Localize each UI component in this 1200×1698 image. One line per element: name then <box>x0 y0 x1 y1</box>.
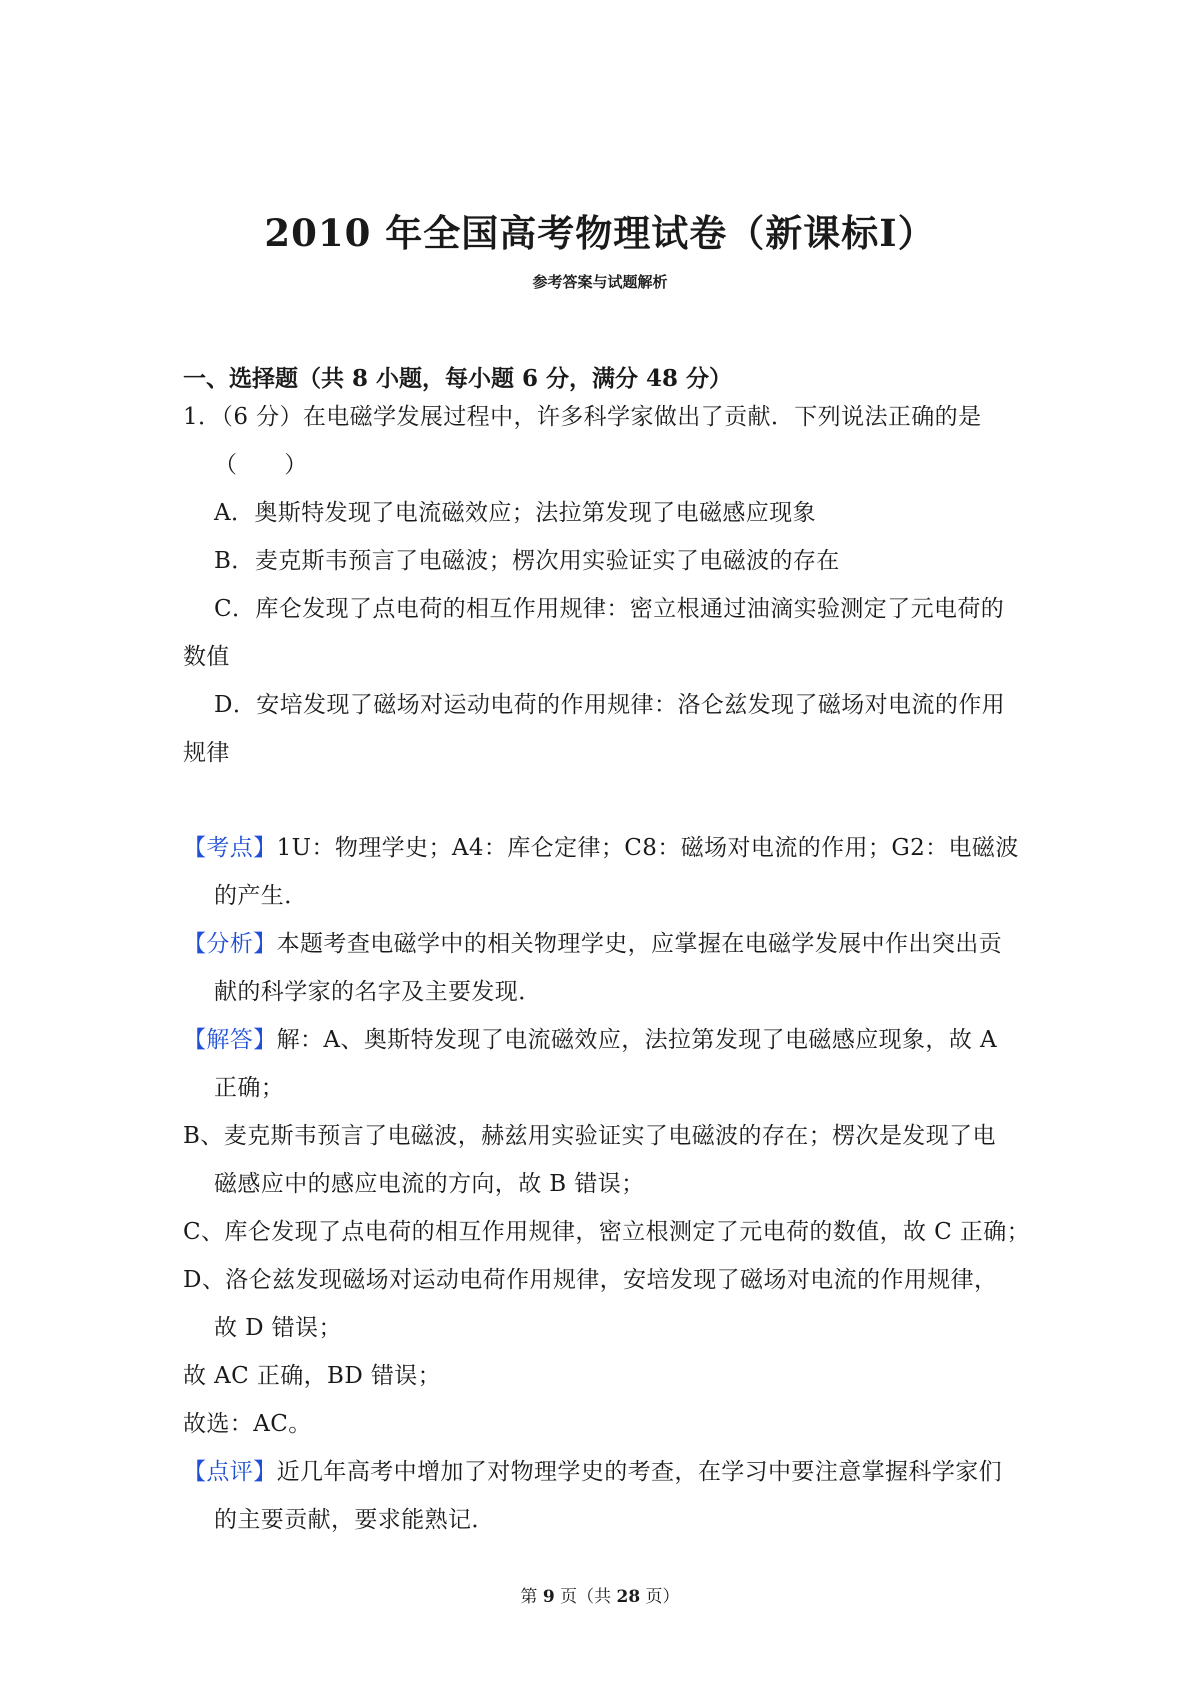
option-a: A．奥斯特发现了电流磁效应；法拉第发现了电磁感应现象 <box>214 500 817 526</box>
question-stem-line2: （ ） <box>214 452 308 478</box>
fenxi-line1 <box>183 928 1002 960</box>
dianping-text: 近几年高考中增加了对物理学史的考查，在学习中要注意掌握科学家们 <box>276 1459 1003 1485</box>
question-stem-line1: 1．（6 分）在电磁学发展过程中，许多科学家做出了贡献．下列说法正确的是 <box>183 404 982 430</box>
jieda-line1 <box>183 1024 997 1056</box>
fenxi-text: 本题考查电磁学中的相关物理学史，应掌握在电磁学发展中作出突出贡 <box>276 931 1003 957</box>
fenxi-tag: 【分析】 <box>183 931 277 957</box>
kaodian-text: 1U：物理学史；A4：库仑定律；C8：磁场对电流的作用；G2：电磁波 <box>276 835 1019 861</box>
fenxi-line2: 献的科学家的名字及主要发现． <box>214 979 542 1005</box>
jieda-line2: 正确； <box>214 1075 285 1101</box>
kaodian-tag: 【考点】 <box>183 835 277 861</box>
page-footer: 第 9 页（共 28 页） <box>520 1587 680 1607</box>
option-c-line1: C．库仑发现了点电荷的相互作用规律：密立根通过油滴实验测定了元电荷的 <box>214 596 1005 622</box>
jieda-summary: 故 AC 正确，BD 错误； <box>183 1363 442 1389</box>
page-total: 28 <box>616 1587 641 1607</box>
dianping-line1 <box>183 1456 1002 1488</box>
jieda-choice: 故选：AC。 <box>183 1411 312 1437</box>
option-b: B．麦克斯韦预言了电磁波；楞次用实验证实了电磁波的存在 <box>214 548 840 574</box>
jieda-text: 解：A、奥斯特发现了电流磁效应，法拉第发现了电磁感应现象，故 A <box>276 1027 997 1053</box>
kaodian-line1 <box>183 832 1019 864</box>
jieda-b-line2: 磁感应中的感应电流的方向，故 B 错误； <box>214 1171 645 1197</box>
jieda-tag: 【解答】 <box>183 1027 277 1053</box>
kaodian-line2: 的产生． <box>214 883 308 909</box>
page-subtitle: 参考答案与试题解析 <box>532 273 668 291</box>
jieda-b-line1: B、麦克斯韦预言了电磁波，赫兹用实验证实了电磁波的存在；楞次是发现了电 <box>183 1123 996 1149</box>
jieda-d-line1: D、洛仑兹发现磁场对运动电荷作用规律，安培发现了磁场对电流的作用规律， <box>183 1267 998 1293</box>
option-d-line1: D．安培发现了磁场对运动电荷的作用规律：洛仑兹发现了磁场对电流的作用 <box>214 692 1006 718</box>
jieda-c-line: C、库仑发现了点电荷的相互作用规律，密立根测定了元电荷的数值，故 C 正确； <box>183 1219 1031 1245</box>
option-d-line2: 规律 <box>183 740 230 766</box>
dianping-line2: 的主要贡献，要求能熟记． <box>214 1507 495 1533</box>
jieda-d-line2: 故 D 错误； <box>214 1315 342 1341</box>
dianping-tag: 【点评】 <box>183 1459 277 1485</box>
page-title: 2010 年全国高考物理试卷（新课标Ⅰ） <box>264 211 936 255</box>
page-number: 9 <box>542 1587 555 1607</box>
section-heading: 一、选择题（共 8 小题，每小题 6 分，满分 48 分） <box>183 365 733 392</box>
option-c-line2: 数值 <box>183 644 230 670</box>
